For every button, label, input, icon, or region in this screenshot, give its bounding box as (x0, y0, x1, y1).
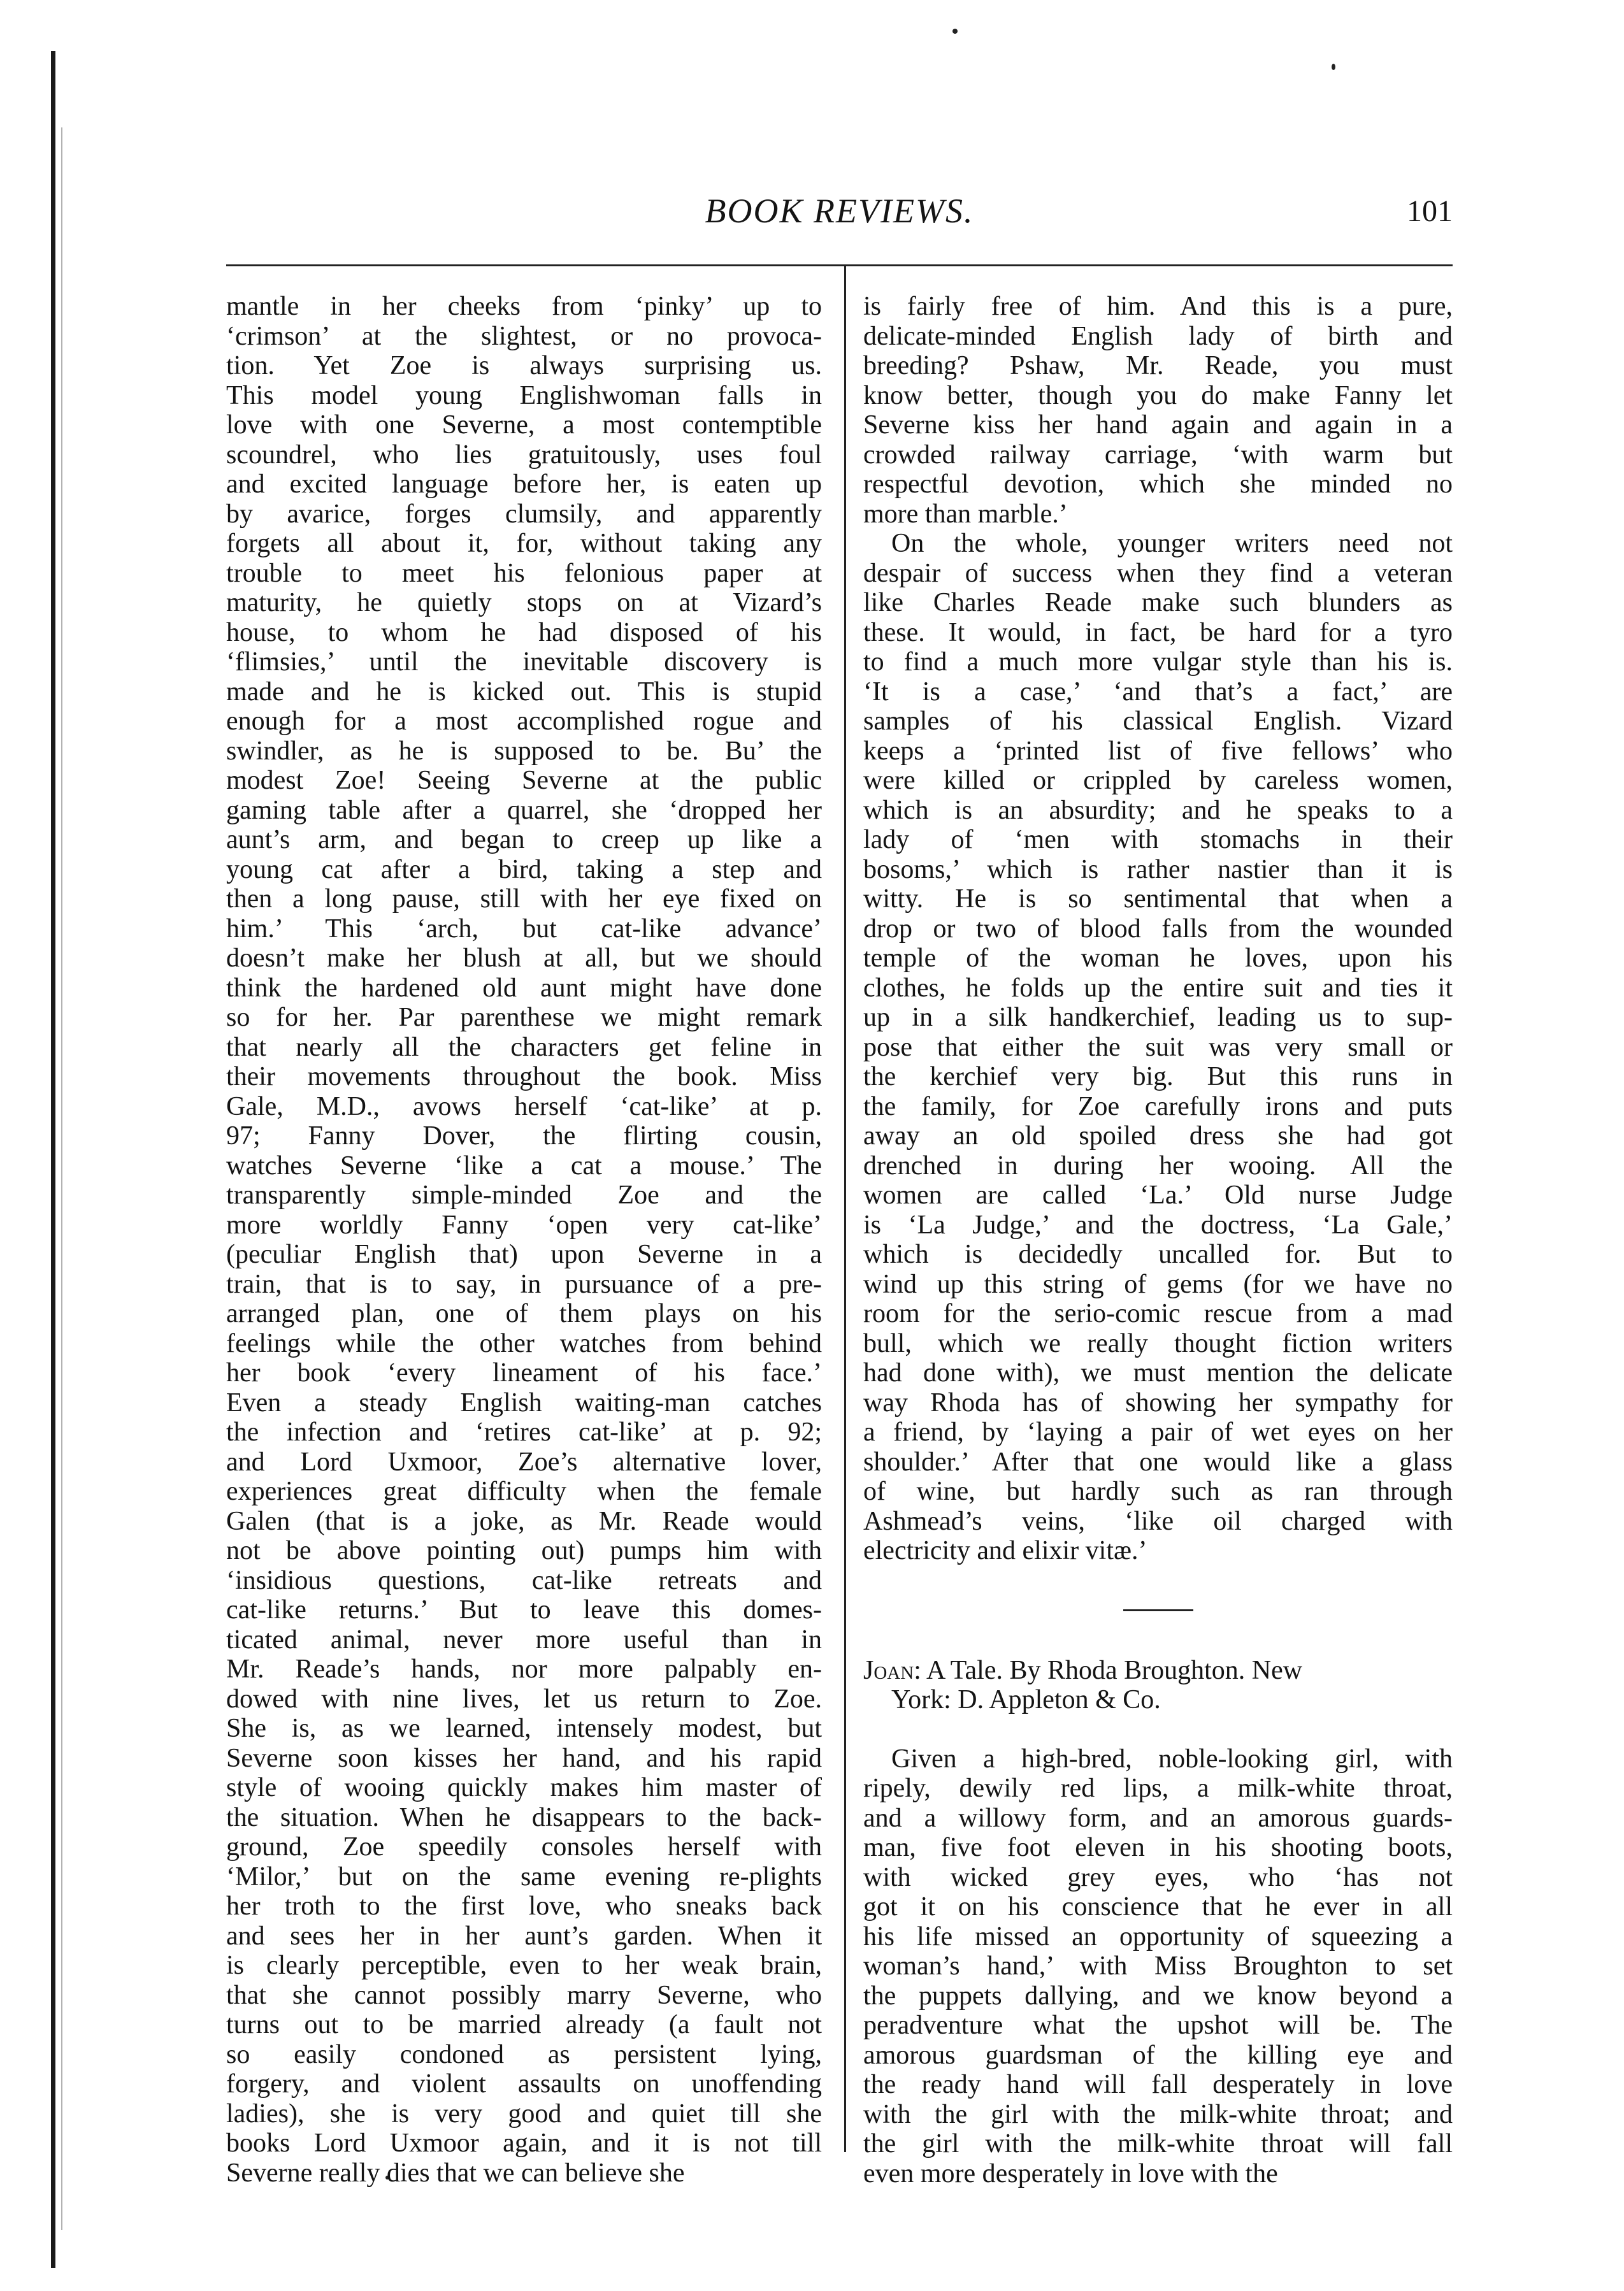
text-line: crowded railway carriage, ‘with warm but (863, 440, 1453, 470)
new-review-text (863, 1744, 1453, 2189)
text-line: more worldly Fanny ‘open very cat-like’ (226, 1210, 822, 1240)
book-title: Joan (863, 1655, 914, 1685)
text-line: feelings while the other watches from behind (226, 1328, 822, 1358)
text-line: experiences great difficulty when the female (226, 1477, 822, 1506)
book-publisher: York: D. Appleton & Co. (891, 1685, 1161, 1714)
text-line: drenched in during her wooing. All the (863, 1151, 1453, 1181)
text-line: shoulder.’ After that one would like a glass (863, 1447, 1453, 1477)
review-continued-text (863, 292, 1453, 1566)
text-line: man, five foot eleven in his shooting boots, (863, 1833, 1453, 1862)
section-divider (1123, 1609, 1193, 1611)
text-line: her troth to the first love, who sneaks back (226, 1892, 822, 1921)
text-line: books Lord Uxmoor again, and it is not till (226, 2129, 822, 2158)
text-line: Severne really dies that we can believe she (226, 2158, 685, 2188)
text-line: trouble to meet his felonious paper at (226, 558, 822, 588)
text-line: their movements throughout the book. Miss (226, 1062, 822, 1091)
text-line: delicate-minded English lady of birth and (863, 321, 1453, 351)
text-line: modest Zoe! Seeing Severne at the public (226, 766, 822, 795)
text-line: bosoms,’ which is rather nastier than it is (863, 854, 1453, 884)
text-line: lady of ‘men with stomachs in their (863, 825, 1453, 854)
text-line: Galen (that is a joke, as Mr. Reade would (226, 1506, 822, 1536)
page-header (226, 191, 1453, 242)
text-line: ‘flimsies,’ until the inevitable discovery is (226, 647, 822, 677)
text-line: woman’s hand,’ with Miss Broughton to set (863, 1951, 1453, 1981)
text-line: is ‘La Judge,’ and the doctress, ‘La Gale,’ (863, 1210, 1453, 1240)
text-line: and sees her in her aunt’s garden. When it (226, 1921, 822, 1951)
text-line: maturity, he quietly stops on at Vizard’s (226, 588, 822, 617)
text-line: ‘crimson’ at the slightest, or no provoca- (226, 321, 822, 351)
text-line: to find a much more vulgar style than his is. (863, 647, 1453, 677)
text-line: way Rhoda has of showing her sympathy for (863, 1388, 1453, 1418)
text-line: like Charles Reade make such blunders as (863, 588, 1453, 617)
text-line: the infection and ‘retires cat-like’ at p. 92; (226, 1418, 822, 1447)
text-line: ‘Milor,’ but on the same evening re-plights (226, 1862, 822, 1892)
page-number: 101 (1407, 194, 1453, 228)
text-line: these. It would, in fact, be hard for a tyro (863, 617, 1453, 647)
text-line: dowed with nine lives, let us return to Zoe. (226, 1684, 822, 1714)
text-line: arranged plan, one of them plays on his (226, 1299, 822, 1328)
text-line: She is, as we learned, intensely modest, but (226, 1714, 822, 1743)
text-line: so easily condoned as persistent lying, (226, 2039, 822, 2069)
text-line: forgery, and violent assaults on unoffending (226, 2069, 822, 2099)
text-line: even more desperately in love with the (863, 2158, 1278, 2188)
text-line: the situation. When he disappears to the back- (226, 1802, 822, 1832)
text-line: breeding? Pshaw, Mr. Reade, you must (863, 351, 1453, 380)
text-line: drop or two of blood falls from the wounded (863, 914, 1453, 944)
text-line: Severne kiss her hand again and again in a (863, 410, 1453, 440)
text-line: and a willowy form, and an amorous guards- (863, 1803, 1453, 1833)
text-line: turns out to be married already (a fault not (226, 2010, 822, 2039)
text-line: which is an absurdity; and he speaks to a (863, 795, 1453, 825)
text-line: Even a steady English waiting-man catches (226, 1388, 822, 1418)
text-line: Gale, M.D., avows herself ‘cat-like’ at p. (226, 1091, 822, 1121)
header-rule (226, 264, 1453, 266)
text-line: ticated animal, never more useful than in (226, 1625, 822, 1655)
text-line: witty. He is so sentimental that when a (863, 884, 1453, 914)
text-line: tion. Yet Zoe is always surprising us. (226, 351, 822, 380)
text-line: with wicked grey eyes, who ‘has not (863, 1862, 1453, 1892)
text-line: enough for a most accomplished rogue and (226, 707, 822, 736)
text-line: Severne soon kisses her hand, and his rapid (226, 1743, 822, 1773)
text-line: wind up this string of gems (for we have no (863, 1269, 1453, 1299)
text-line: style of wooing quickly makes him master of (226, 1773, 822, 1802)
text-line: Given a high-bred, noble-looking girl, with (891, 1744, 1453, 1774)
text-line: love with one Severne, a most contemptible (226, 410, 822, 440)
text-line: women are called ‘La.’ Old nurse Judge (863, 1181, 1453, 1210)
text-line: This model young Englishwoman falls in (226, 380, 822, 410)
text-line: On the whole, younger writers need not (891, 529, 1453, 558)
text-line: up in a silk handkerchief, leading us to sup- (863, 1003, 1453, 1032)
text-line: ladies), she is very good and quiet till she (226, 2099, 822, 2129)
text-line: by avarice, forges clumsily, and apparently (226, 499, 822, 529)
text-line: watches Severne ‘like a cat a mouse.’ The (226, 1151, 822, 1181)
text-line: keeps a ‘printed list of five fellows’ who (863, 736, 1453, 766)
text-line: cat-like returns.’ But to leave this domes- (226, 1595, 822, 1625)
text-line: house, to whom he had disposed of his (226, 617, 822, 647)
text-line: not be above pointing out) pumps him with (226, 1536, 822, 1565)
text-line: of wine, but hardly such as ran through (863, 1477, 1453, 1506)
book-heading (863, 1656, 1453, 1715)
text-line: that nearly all the characters get feline in (226, 1032, 822, 1062)
text-line: more than marble.’ (863, 499, 1068, 529)
book-heading-rest: : A Tale. By Rhoda Broughton. New (914, 1655, 1303, 1685)
text-line: know better, though you do make Fanny let (863, 380, 1453, 410)
text-line: the puppets dallying, and we know beyond a (863, 1981, 1453, 2011)
text-line: the ready hand will fall desperately in love (863, 2070, 1453, 2099)
scan-speck (952, 29, 958, 34)
text-line: ripely, dewily red lips, a milk-white throat, (863, 1774, 1453, 1803)
text-line: Mr. Reade’s hands, nor more palpably en- (226, 1655, 822, 1684)
scan-binding-shadow (61, 127, 62, 2230)
running-title: BOOK REVIEWS. (705, 192, 974, 230)
text-line: ‘insidious questions, cat-like retreats and (226, 1565, 822, 1595)
text-line: with the girl with the milk-white throat; and (863, 2099, 1453, 2129)
scan-binding-edge (51, 51, 55, 2268)
text-line: young cat after a bird, taking a step and (226, 854, 822, 884)
text-line: (peculiar English that) upon Severne in a (226, 1240, 822, 1269)
text-line: scoundrel, who lies gratuitously, uses foul (226, 440, 822, 470)
text-line: amorous guardsman of the killing eye and (863, 2040, 1453, 2070)
text-line: temple of the woman he loves, upon his (863, 944, 1453, 973)
text-line: away an old spoiled dress she had got (863, 1121, 1453, 1151)
text-line: that she cannot possibly marry Severne, who (226, 1980, 822, 2010)
text-line: respectful devotion, which she minded no (863, 470, 1453, 499)
text-line: her book ‘every lineament of his face.’ (226, 1358, 822, 1388)
text-line: peradventure what the upshot will be. The (863, 2011, 1453, 2040)
text-line: is clearly perceptible, even to her weak brain, (226, 1951, 822, 1980)
text-line: were killed or crippled by careless women, (863, 766, 1453, 795)
text-line: transparently simple-minded Zoe and the (226, 1181, 822, 1210)
text-line: clothes, he folds up the entire suit and ties it (863, 973, 1453, 1003)
text-line: samples of his classical English. Vizard (863, 707, 1453, 736)
text-line: then a long pause, still with her eye fixed on (226, 884, 822, 914)
column-divider (844, 266, 846, 2152)
text-line: forgets all about it, for, without taking any (226, 529, 822, 558)
text-line: is fairly free of him. And this is a pure, (863, 292, 1453, 321)
scan-speck (1332, 64, 1335, 70)
text-line: bull, which we really thought fiction writers (863, 1328, 1453, 1358)
text-line: him.’ This ‘arch, but cat-like advance’ (226, 914, 822, 944)
text-line: got it on his conscience that he ever in all (863, 1892, 1453, 1921)
text-line: 97; Fanny Dover, the flirting cousin, (226, 1121, 822, 1151)
text-line: and Lord Uxmoor, Zoe’s alternative lover, (226, 1447, 822, 1477)
text-line: pose that either the suit was very small or (863, 1032, 1453, 1062)
text-line: so for her. Par parenthese we might remark (226, 1003, 822, 1032)
text-line: a friend, by ‘laying a pair of wet eyes on her (863, 1418, 1453, 1447)
text-line: had done with), we must mention the delicate (863, 1358, 1453, 1388)
text-line: despair of success when they find a veteran (863, 558, 1453, 588)
text-line: think the hardened old aunt might have done (226, 973, 822, 1003)
text-line: his life missed an opportunity of squeezing a (863, 1921, 1453, 1951)
right-column (863, 292, 1453, 2188)
text-line: doesn’t make her blush at all, but we should (226, 944, 822, 973)
text-line: ‘It is a case,’ ‘and that’s a fact,’ are (863, 677, 1453, 707)
text-line: mantle in her cheeks from ‘pinky’ up to (226, 292, 822, 321)
text-line: and excited language before her, is eaten up (226, 470, 822, 499)
text-line: train, that is to say, in pursuance of a pre- (226, 1269, 822, 1299)
left-column (226, 292, 822, 2188)
text-line: room for the serio-comic rescue from a mad (863, 1299, 1453, 1328)
text-line: aunt’s arm, and began to creep up like a (226, 825, 822, 854)
text-line: swindler, as he is supposed to be. Bu’ the (226, 736, 822, 766)
text-line: made and he is kicked out. This is stupid (226, 677, 822, 707)
text-line: the family, for Zoe carefully irons and puts (863, 1091, 1453, 1121)
text-line: the kerchief very big. But this runs in (863, 1062, 1453, 1091)
text-line: the girl with the milk-white throat will fall (863, 2129, 1453, 2158)
text-line: gaming table after a quarrel, she ‘dropped her (226, 795, 822, 825)
text-line: ground, Zoe speedily consoles herself with (226, 1832, 822, 1862)
text-line: Ashmead’s veins, ‘like oil charged with (863, 1506, 1453, 1536)
text-line: which is decidedly uncalled for. But to (863, 1240, 1453, 1269)
text-line: electricity and elixir vitæ.’ (863, 1536, 1147, 1565)
